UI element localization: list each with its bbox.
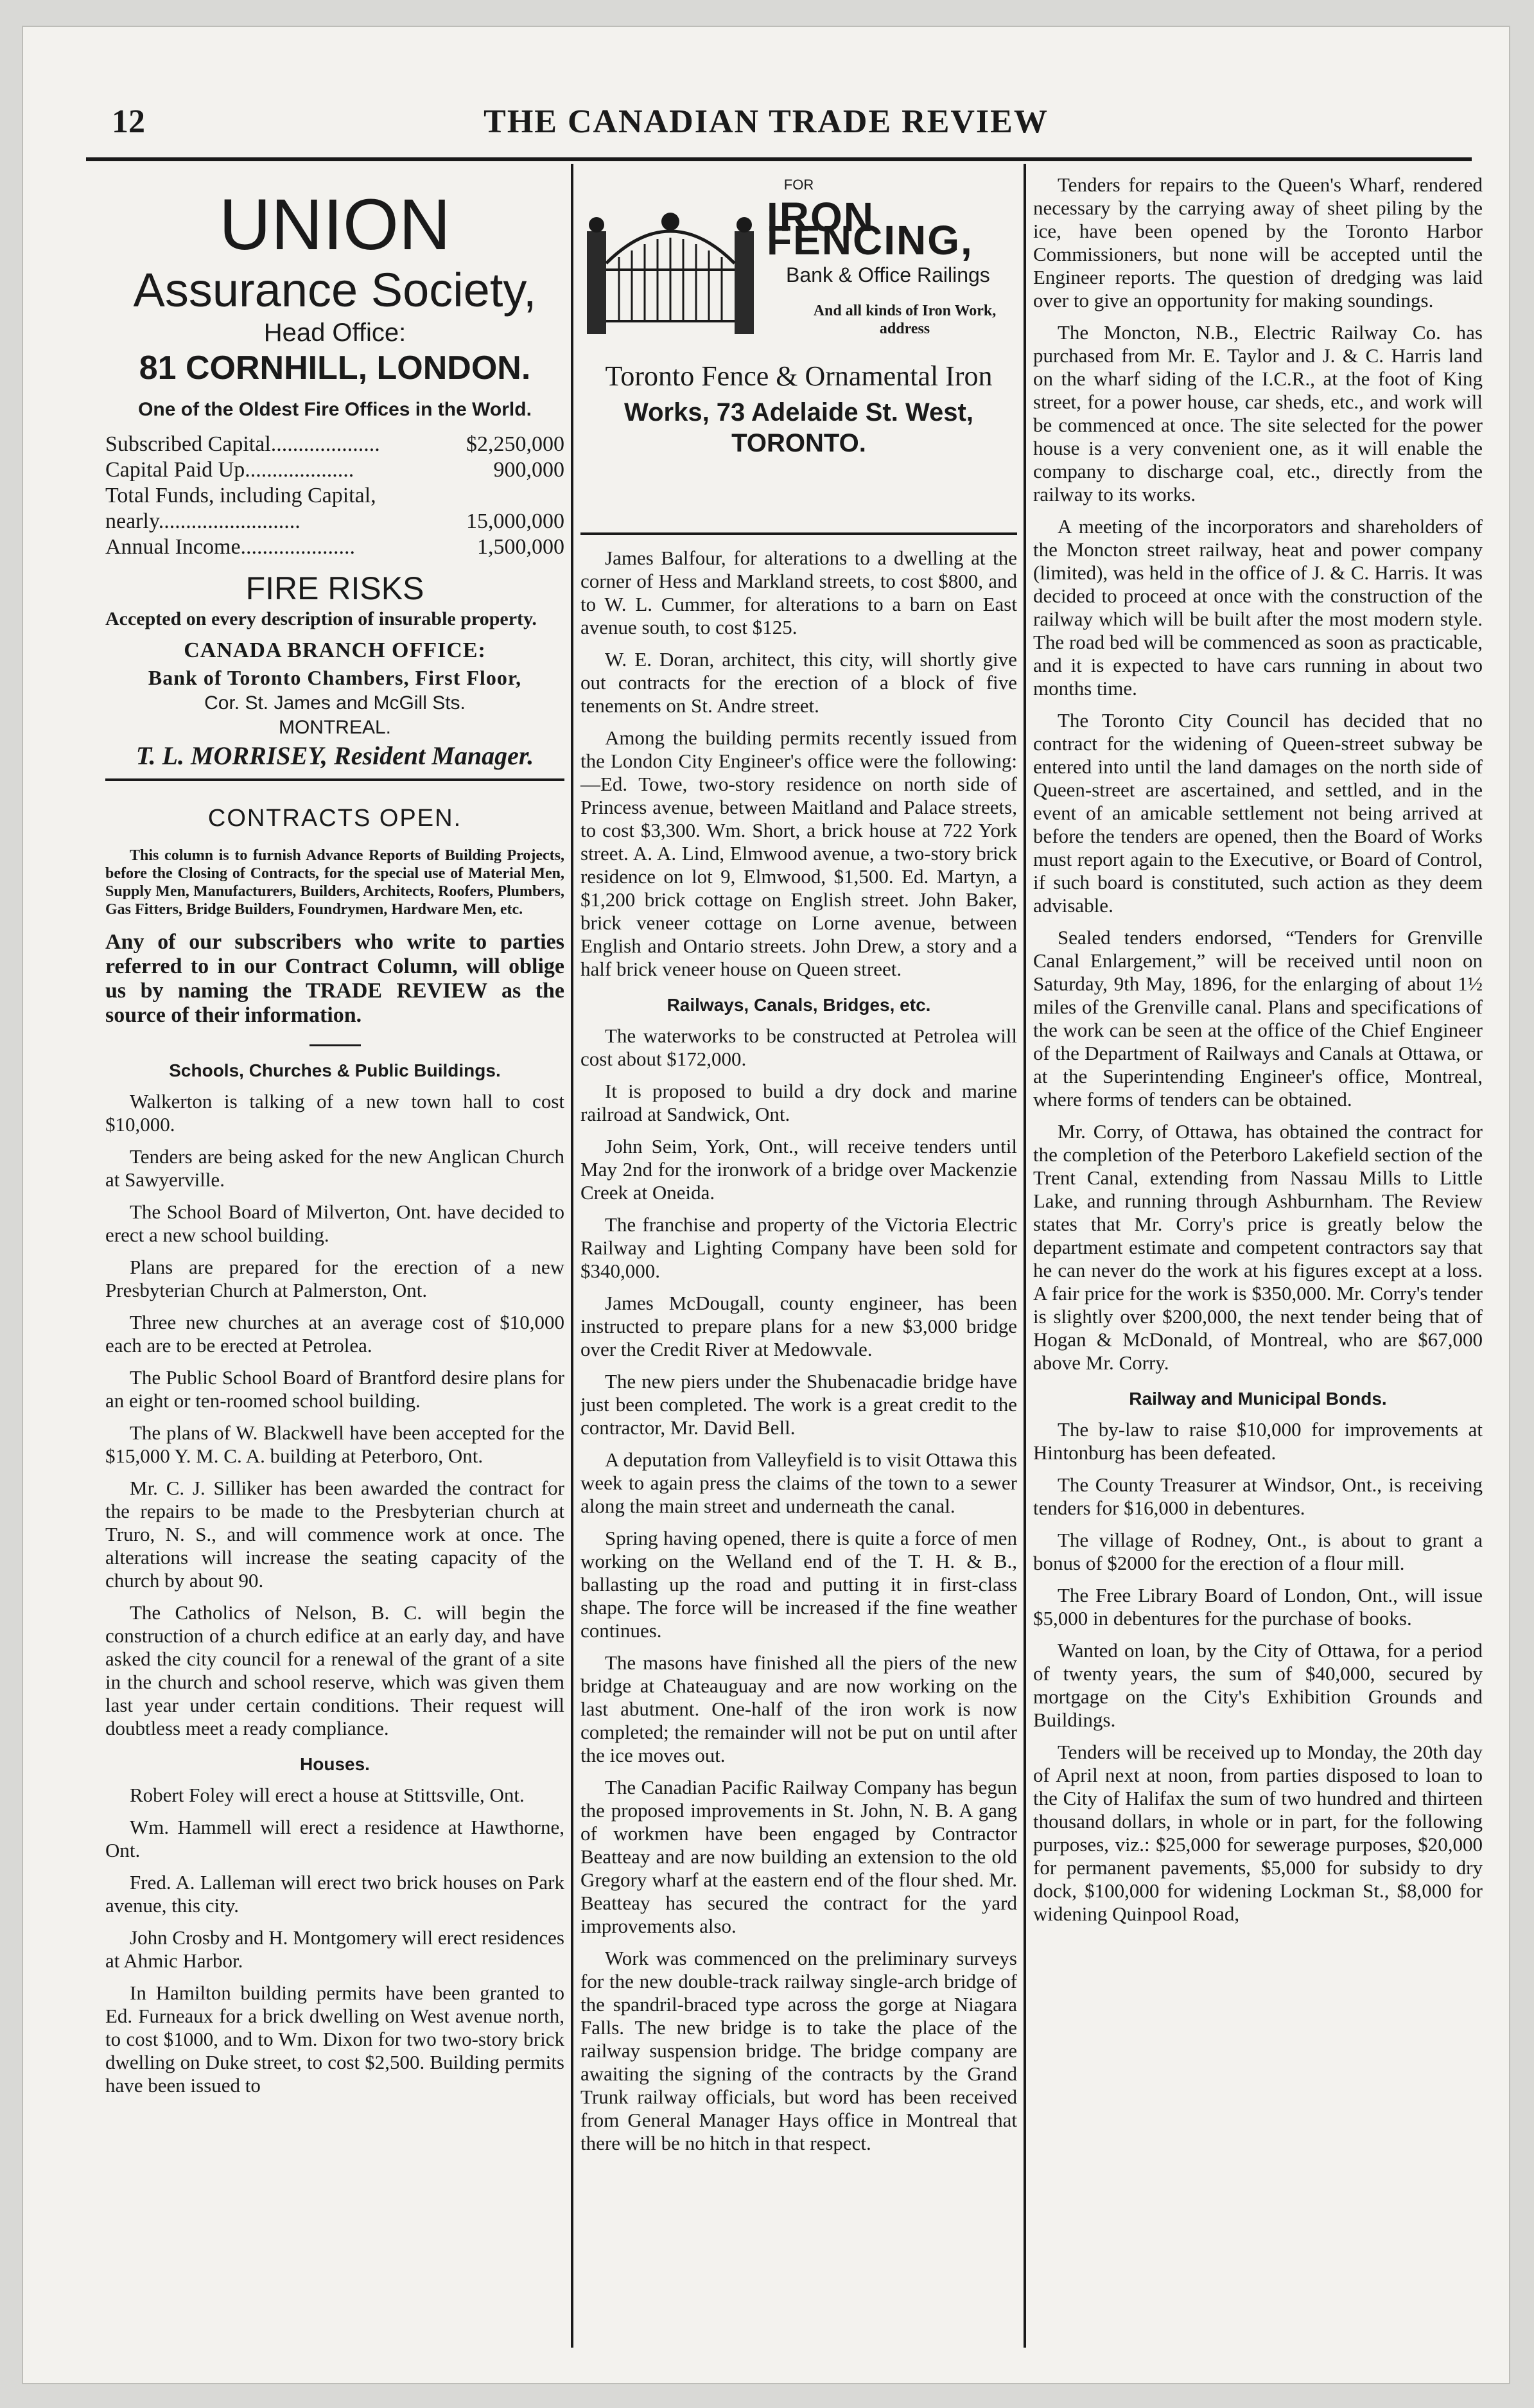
header-rule — [86, 157, 1472, 161]
section-schools: Schools, Churches & Public Buildings. — [169, 1060, 501, 1080]
financial-row — [105, 483, 564, 509]
item-paragraph: The plans of W. Blackwell have been accepted for the $15,000 Y. M. C. A. building at Peterboro, Ont. — [105, 1421, 564, 1467]
item-paragraph: John Seim, York, Ont., will receive tenders until May 2nd for the ironwork of a bridge over Mackenzie Creek at Oneida. — [580, 1135, 1017, 1204]
houses-list — [105, 1784, 564, 2097]
col2-top-list — [580, 547, 1017, 981]
ad-subtitle: Assurance Society, — [133, 263, 537, 317]
fence-ad-for: FOR — [783, 177, 814, 193]
column-2 — [580, 173, 1017, 2307]
item-paragraph: The School Board of Milverton, Ont. have decided to erect a new school building. — [105, 1200, 564, 1246]
page-number: 12 — [112, 103, 145, 140]
fence-ad-name: Toronto Fence & Ornamental Iron — [605, 360, 993, 392]
ad-manager: T. L. MORRISEY, Resident Manager. — [135, 741, 534, 770]
item-paragraph: Spring having opened, there is quite a force of men working on the Welland end of the T. H. & B., ballasting up the road and putting it in first-class shape. The force will be increased if the fine weather continues. — [580, 1527, 1017, 1642]
page-header — [60, 103, 1472, 154]
iron-gate-illustration — [580, 193, 760, 340]
item-paragraph: James McDougall, county engineer, has been instructed to prepare plans for a new $3,000 bridge over the Credit River at Medowvale. — [580, 1292, 1017, 1360]
section-railways: Railways, Canals, Bridges, etc. — [667, 995, 931, 1015]
item-paragraph: Walkerton is talking of a new town hall to cost $10,000. — [105, 1090, 564, 1136]
section-houses: Houses. — [300, 1754, 370, 1774]
item-paragraph: The by-law to raise $10,000 for improvements at Hintonburg has been defeated. — [1033, 1418, 1483, 1464]
ad-address: 81 CORNHILL, LONDON. — [139, 349, 531, 387]
column-divider-1 — [571, 164, 573, 2348]
item-paragraph: The Moncton, N.B., Electric Railway Co. has purchased from Mr. E. Taylor and J. & C. Harris land on the wharf siding of the I.C.R., at the foot of King street, for a power house, car sheds, etc., and work will be commenced at once. The site selected for the power house is a very convenient one, as it will enable the company to discharge coal, etc., directly from the railway to its works. — [1033, 321, 1483, 505]
item-paragraph: Wm. Hammell will erect a residence at Hawthorne, Ont. — [105, 1816, 564, 1861]
ad-title: UNION — [219, 184, 451, 265]
item-paragraph: The new piers under the Shubenacadie bridge have just been completed. The work is a great credit to the contractor, Mr. David Bell. — [580, 1370, 1017, 1439]
item-paragraph: Tenders are being asked for the new Anglican Church at Sawyerville. — [105, 1145, 564, 1191]
column-3 — [1033, 173, 1483, 2307]
item-paragraph: The Canadian Pacific Railway Company has begun the proposed improvements in St. John, N. B. A gang of workmen have been engaged by Contractor Beatteay and are now building an extension to the old Gregory wharf at the eastern end of the flour shed. Mr. Beatteay has secured the contract for the yard improvements also. — [580, 1776, 1017, 1937]
financial-label: Subscribed Capital.................... — [105, 432, 380, 456]
item-paragraph: Wanted on loan, by the City of Ottawa, for a period of twenty years, the sum of $40,000, secured by mortgage on the City's Exhibition Grounds and Buildings. — [1033, 1639, 1483, 1731]
financial-label: Capital Paid Up.................... — [105, 458, 354, 482]
item-paragraph: A deputation from Valleyfield is to visit Ottawa this week to again press the claims of the town to a sewer along the main street and underneath the canal. — [580, 1448, 1017, 1517]
item-paragraph: The Catholics of Nelson, B. C. will begin the construction of a church edifice at an early day, and have asked the city council for a renewal of the grant of a site in the church and school reserve, which was given them last year under certain conditions. Their request will doubtless meet a ready compliance. — [105, 1601, 564, 1739]
ad-branch-city: MONTREAL. — [278, 717, 392, 738]
financial-row — [105, 432, 564, 457]
item-paragraph: Plans are prepared for the erection of a new Presbyterian Church at Palmerston, Ont. — [105, 1256, 564, 1301]
item-paragraph: It is proposed to build a dry dock and marine railroad at Sandwick, Ont. — [580, 1080, 1017, 1125]
fence-ad-iron: IRON FENCING, — [767, 194, 973, 263]
item-paragraph: The County Treasurer at Windsor, Ont., is receiving tenders for $16,000 in debentures. — [1033, 1473, 1483, 1519]
financial-row — [105, 457, 564, 483]
railways-list — [580, 1024, 1017, 2155]
item-paragraph: The masons have finished all the piers of the new bridge at Chateauguay and are now working on the last abutment. One-half of the iron work is now completed; the remainder will not be put on until after the ice moves out. — [580, 1651, 1017, 1766]
ad-tagline: One of the Oldest Fire Offices in the World. — [138, 399, 532, 420]
item-paragraph: Tenders will be received up to Monday, the 20th day of April next at noon, from parties disposed to loan to the City of Halifax the sum of two hundred and thirteen thousand dollars, in whole or in part, for the following purposes, viz.: $25,000 for sewerage purposes, $20,000 for permanent pavements, $5,000 for subsidy to dry dock, $100,000 for widening Lockman St., $8,000 for widening Quinpool Road, — [1033, 1741, 1483, 1925]
financial-label: nearly.......................... — [105, 509, 301, 533]
item-paragraph: The Public School Board of Brantford desire plans for an eight or ten-roomed school building. — [105, 1366, 564, 1412]
ad-branch-text: Bank of Toronto Chambers, First Floor, — [148, 666, 522, 689]
item-paragraph: W. E. Doran, architect, this city, will shortly give out contracts for the erection of a block of five tenements on St. Andre street. — [580, 648, 1017, 717]
column-1 — [105, 173, 564, 2307]
col3-top-list — [1033, 173, 1483, 1375]
item-paragraph: The Toronto City Council has decided that no contract for the widening of Queen-street subway be entered into until the land damages on the north side of Queen-street are ascertained, and settled, and in the event of an amicable settlement not being arrived at before the tenders are opened, then the Board of Works must report again to the Executive, or Board of Control, if such board is constituted, such action as they deem advisable. — [1033, 709, 1483, 917]
financial-value: 1,500,000 — [477, 535, 564, 559]
ad-fire-text: Accepted on every description of insurable property. — [105, 608, 537, 629]
item-paragraph: In Hamilton building permits have been granted to Ed. Furneaux for a brick dwelling on West avenue north, to cost $1000, and to Wm. Dixon for two two-story brick dwelling on Duke street, to cost $2,500. Building permits have been issued to — [105, 1982, 564, 2096]
item-paragraph: A meeting of the incorporators and shareholders of the Moncton street railway, heat and power company (limited), was held in the office of J. & C. Harris. It was decided to proceed at once with the construction of the railway which will be built after the most modern style. The road bed will be commenced as soon as practicable, and it is expected to have cars running in about two months time. — [1033, 515, 1483, 699]
item-paragraph: The Free Library Board of London, Ont., will issue $5,000 in debentures for the purchase of books. — [1033, 1584, 1483, 1630]
item-paragraph: Mr. C. J. Silliker has been awarded the contract for the repairs to be made to the Presbyterian church at Truro, N. S., and will commence work at once. The alterations will increase the seating capacity of the church by about 90. — [105, 1477, 564, 1592]
ad-head-office-label: Head Office: — [263, 319, 406, 347]
schools-list — [105, 1090, 564, 1740]
column-divider-2 — [1024, 164, 1026, 2348]
item-paragraph: The waterworks to be constructed at Petrolea will cost about $172,000. — [580, 1024, 1017, 1070]
fence-ad-kinds: And all kinds of Iron Work, address — [813, 303, 997, 337]
ad-branch-cor: Cor. St. James and McGill Sts. — [204, 692, 466, 714]
item-paragraph: Fred. A. Lalleman will erect two brick houses on Park avenue, this city. — [105, 1871, 564, 1917]
financial-value: $2,250,000 — [466, 432, 564, 456]
ad-financials — [105, 432, 564, 560]
section-bonds: Railway and Municipal Bonds. — [1129, 1389, 1387, 1409]
financial-row — [105, 509, 564, 534]
financial-label: Total Funds, including Capital, — [105, 484, 376, 507]
ad-branch-heading: CANADA BRANCH OFFICE: — [184, 638, 486, 662]
newspaper-page — [22, 26, 1510, 2384]
item-paragraph: Three new churches at an average cost of $10,000 each are to be erected at Petrolea. — [105, 1311, 564, 1357]
financial-row — [105, 534, 564, 560]
bonds-list — [1033, 1418, 1483, 1926]
contracts-notice: Any of our subscribers who write to parties referred to in our Contract Column, will oblige us by naming the TRADE REVIEW as the source of their information. — [105, 930, 564, 1027]
ad-bottom-rule — [105, 778, 564, 781]
ad-fire-heading: FIRE RISKS — [245, 570, 424, 606]
short-rule — [309, 1044, 361, 1046]
contracts-note: This column is to furnish Advance Reports of Building Projects, before the Closing of Contracts, for the special use of Material Men, Supply Men, Manufacturers, Builders, Architects, Roofers, Plumbers, Gas Fitters, Bridge Builders, Foundrymen, Hardware Men, etc. — [105, 847, 564, 918]
fence-ad-address: Works, 73 Adelaide St. West, TORONTO. — [624, 398, 973, 457]
fence-ad-rail: Bank & Office Railings — [786, 263, 990, 286]
item-paragraph: Robert Foley will erect a house at Stittsville, Ont. — [130, 1784, 525, 1806]
item-paragraph: James Balfour, for alterations to a dwelling at the corner of Hess and Markland streets, to cost $800, and to W. L. Cummer, for alterations to a barn on East avenue south, to cost $125. — [580, 547, 1017, 638]
item-paragraph: The franchise and property of the Victoria Electric Railway and Lighting Company have been sold for $340,000. — [580, 1213, 1017, 1282]
item-paragraph: Sealed tenders endorsed, “Tenders for Grenville Canal Enlargement,” will be received until noon on Saturday, 9th May, 1896, for the enlarging of about 1½ miles of the Grenville canal. Plans and specifications of the work can be seen at the office of the Chief Engineer of the Department of Railways and Canals at Ottawa, or at the Superintending Engineer's office, Montreal, where forms of tenders can be obtained. — [1033, 926, 1483, 1111]
item-paragraph: Work was commenced on the preliminary surveys for the new double-track railway single-arch bridge of the spandril-braced type across the gorge at Niagara Falls. The new bridge is to take the place of the railway suspension bridge. The bridge company are awaiting the signing of the contracts by the Grand Trunk railway officials, but word has been received from General Manager Hays office in Montreal that there will be no hitch in that respect. — [580, 1947, 1017, 2154]
item-paragraph: Mr. Corry, of Ottawa, has obtained the contract for the completion of the Peterboro Lakefield section of the Trent Canal, extending from Nassau Mills to Little Lake, and running through Ashburnham. The Review states that Mr. Corry's price is greatly below the department estimate and competent contractors say that he can never do the work at his figures except at a loss. A fair price for the work is $350,000. Mr. Corry's tender is slightly over $200,000, the next tender being that of Hogan & McDonald, of Montreal, who are $67,000 above Mr. Corry. — [1033, 1120, 1483, 1374]
financial-label: Annual Income..................... — [105, 535, 356, 559]
contracts-heading: CONTRACTS OPEN. — [207, 805, 462, 832]
item-paragraph: Among the building permits recently issued from the London City Engineer's office were the following:—Ed. Towe, two-story residence on north side of Princess avenue, between Maitland and Palace streets, to cost $3,300. Wm. Short, a brick house at 722 York street. A. A. Lind, Elmwood avenue, a two-story brick residence on lot 9, Elmwood, $1,500. Ed. Martyn, a $1,200 brick cottage on English street. John Baker, brick veneer cottage on Lorne avenue, between English and Ontario streets. John Drew, a story and a half brick veneer house on Queen street. — [580, 726, 1017, 980]
fence-ad — [580, 173, 1017, 535]
item-paragraph: John Crosby and H. Montgomery will erect residences at Ahmic Harbor. — [105, 1926, 564, 1972]
item-paragraph: Tenders for repairs to the Queen's Wharf, rendered necessary by the carrying away of sheet piling by the ice, have been opened by the Toronto Harbor Commissioners, but none will be accepted until the Engineer reports. The question of dredging was laid over to give an opportunity for making soundings. — [1033, 173, 1483, 312]
financial-value: 900,000 — [493, 458, 564, 482]
item-paragraph: The village of Rodney, Ont., is about to grant a bonus of $2000 for the erection of a flour mill. — [1033, 1529, 1483, 1574]
publication-title: THE CANADIAN TRADE REVIEW — [484, 103, 1049, 140]
financial-value: 15,000,000 — [466, 509, 564, 533]
